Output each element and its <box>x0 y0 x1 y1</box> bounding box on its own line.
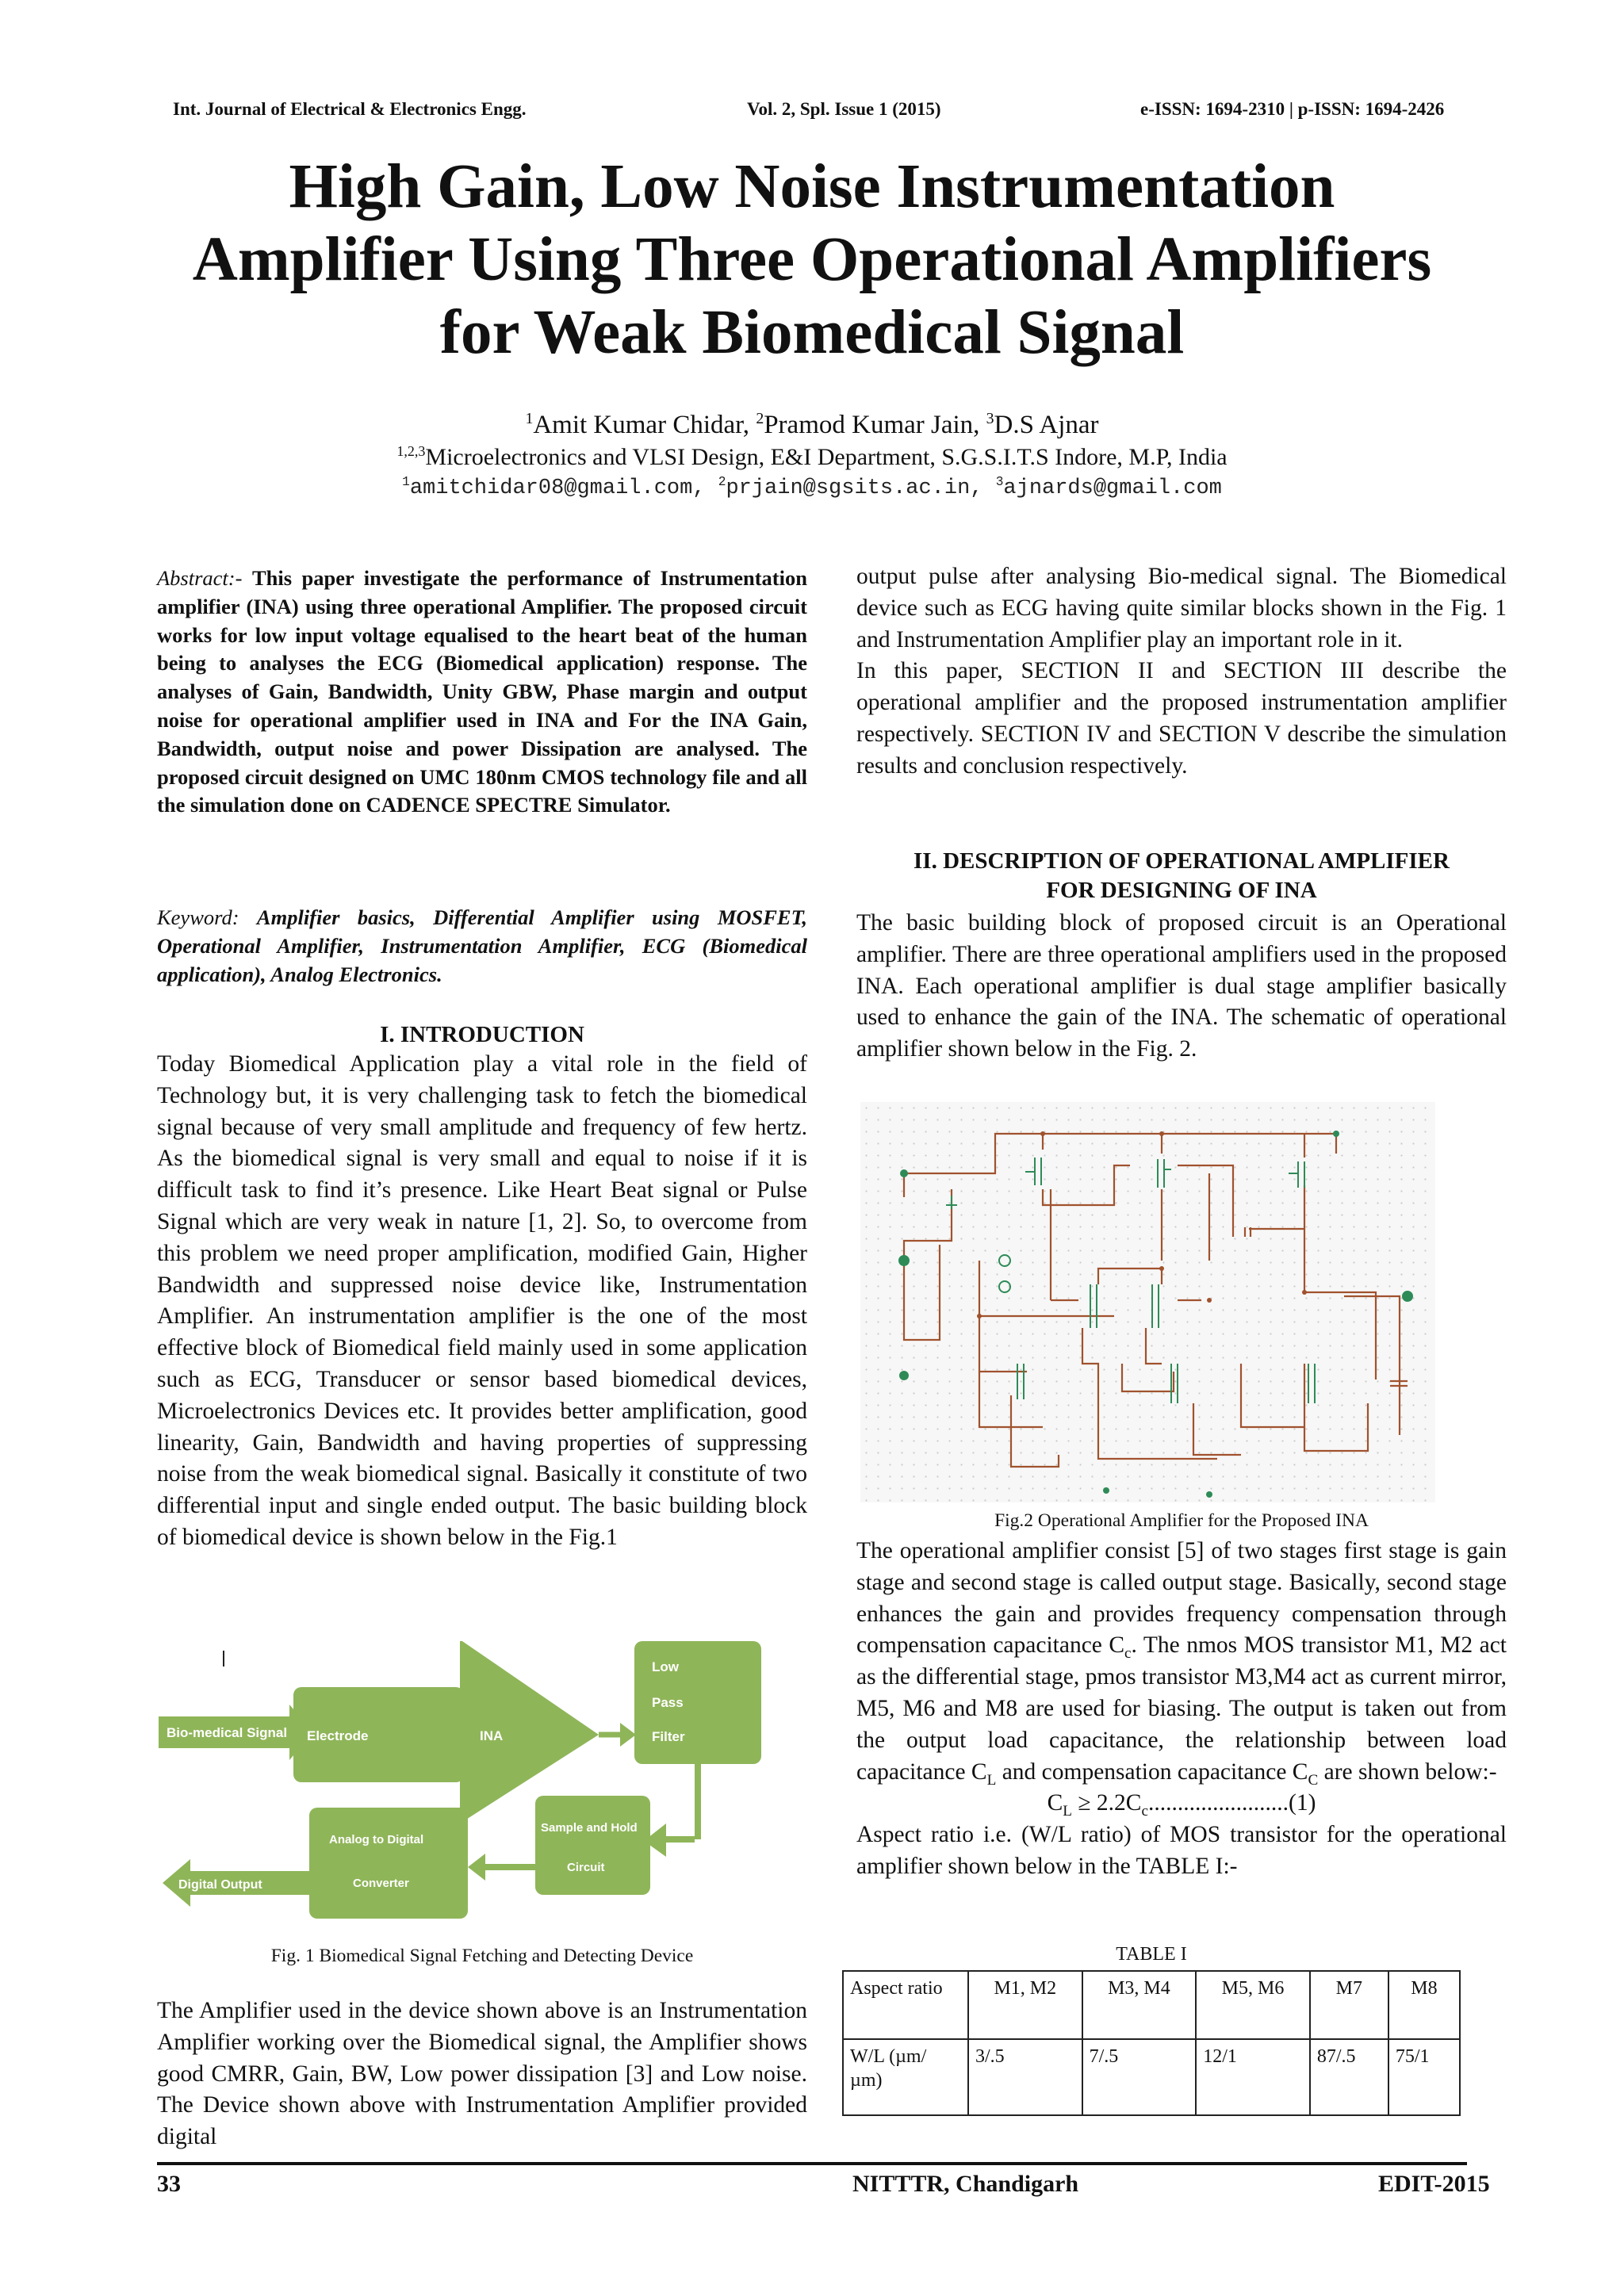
p4-part-c: and compensation capacitance C <box>996 1758 1308 1785</box>
author-2-sup: 2 <box>756 410 764 427</box>
equation-1 <box>856 1788 1507 1820</box>
section-2-heading-line-2: FOR DESIGNING OF INA <box>1046 878 1317 903</box>
section-2-heading <box>856 847 1507 905</box>
intro-paragraph-2 <box>157 1996 807 2153</box>
right-paragraph-1 <box>856 561 1507 783</box>
affiliation-sup: 1,2,3 <box>396 443 426 459</box>
page-number: 33 <box>157 2171 181 2197</box>
footer-rule <box>157 2162 1467 2165</box>
journal-name: Int. Journal of Electrical & Electronics Engg. <box>173 99 527 119</box>
title-line-3: for Weak Biomedical Signal <box>439 298 1185 367</box>
right-text-2: In this paper, SECTION II and SECTION III describe the operational amplifier and the proposed instrumentation amplifier respectively. SECTION IV and SECTION V describe the simulation results and conclusion respectively. <box>856 658 1507 779</box>
figure-1-caption: Fig. 1 Biomedical Signal Fetching and Detecting Device <box>270 1946 694 1966</box>
table-cell: 3/.5 <box>968 2039 1082 2115</box>
fig2-schematic-drawing <box>860 1102 1435 1502</box>
table-cell: 75/1 <box>1388 2039 1460 2115</box>
email-1[interactable]: amitchidar08@gmail.com, <box>409 476 718 500</box>
title-line-1: High Gain, Low Noise Instrumentation <box>289 152 1335 221</box>
figure-2-caption: Fig.2 Operational Amplifier for the Proposed INA <box>994 1510 1369 1531</box>
right-paragraph-4 <box>856 1536 1507 1883</box>
fig1-lpf-label-1: Low <box>652 1659 679 1674</box>
author-1: Amit Kumar Chidar, <box>533 411 756 439</box>
fig1-adc-label-1: Analog to Digital <box>329 1833 424 1846</box>
p4-sub-c: c <box>1124 1645 1132 1663</box>
figure-1 <box>159 1641 809 1942</box>
fig1-ina-label: INA <box>480 1728 504 1743</box>
intro-text-1: Today Biomedical Application play a vital role in the field of Technology but, it is very challenging task to fetch the biomedical signal because of very small amplitude and frequency of few hertz. As the biomedical signal is very small and equal to noise if it is difficult task to find it’s presence. Like Heart Beat signal or Pulse Signal which are very weak in nature [1, 2]. So, to overcome from this problem we need proper amplification, modified Gain, Higher Bandwidth and suppressed noise device like, Instrumentation Amplifier. An instrumentation amplifier is the one of the most effective block of Biomedical field mainly used in some application such as ECG, Transducer or sensor based biomedical devices, Microelectronics Devices etc. It provides better amplification, good linearity, Gain, Bandwidth and having properties of suppressing noise from the weak biomedical signal. Basically it constitute of two differential input and single ended output. The basic building block of biomedical device is shown below in the Fig.1 <box>157 1051 807 1550</box>
journal-issn: e-ISSN: 1694-2310 | p-ISSN: 1694-2426 <box>1140 99 1445 119</box>
fig1-diagram <box>159 1641 809 1942</box>
eq-c: C <box>1047 1790 1063 1816</box>
fig1-electrode-label: Electrode <box>307 1728 369 1743</box>
table-header-cell: Aspect ratio <box>843 1971 968 2039</box>
keyword-label: Keyword: <box>157 905 257 929</box>
intro-text-2: The Amplifier used in the device shown above is an Instrumentation Amplifier working over the Biomedical signal, the Amplifier shows good CMRR, Gain, BW, Low power dissipation [3] and Low noise. The Device shown above with Instrumentation Amplifier provided digital <box>157 1998 807 2150</box>
title-line-2: Amplifier Using Three Operational Amplifiers <box>192 225 1432 294</box>
abstract-label: Abstract:- <box>157 566 252 590</box>
table-header-cell: M3, M4 <box>1082 1971 1197 2039</box>
p4-sub-cc: C <box>1308 1771 1319 1789</box>
p4-part-a: The operational amplifier consist [5] of two stages first stage is gain stage and second stage is called output stage. Basically, second stage enhances the gain and provides frequency compensation through compensation capacitance C <box>856 1538 1507 1659</box>
table-cell: 87/.5 <box>1310 2039 1388 2115</box>
right-text-4 <box>856 1536 1507 1788</box>
table-1-caption: TABLE I <box>1116 1944 1187 1965</box>
affiliation-text: Microelectronics and VLSI Design, E&I Department, S.G.S.I.T.S Indore, M.P, India <box>425 444 1228 470</box>
abstract <box>157 564 807 820</box>
footer-edition: EDIT-2015 <box>1378 2171 1490 2197</box>
affiliation <box>119 442 1505 473</box>
table-header-cell: M8 <box>1388 1971 1460 2039</box>
p4-sub-l: L <box>986 1771 997 1789</box>
fig1-adc-label-2: Converter <box>353 1877 409 1890</box>
author-1-sup: 1 <box>525 410 534 427</box>
intro-paragraph-1 <box>157 1049 807 1554</box>
right-paragraph-3 <box>856 908 1507 1066</box>
author-3-sup: 3 <box>986 410 994 427</box>
paper-title <box>119 151 1505 369</box>
email-1-sup: 1 <box>402 475 410 489</box>
right-text-5: Aspect ratio i.e. (W/L ratio) of MOS transistor for the operational amplifier shown below in the TABLE I:- <box>856 1822 1507 1879</box>
right-text-1: output pulse after analysing Bio-medical signal. The Biomedical device such as ECG having quite similar blocks shown in the Fig. 1 and Instrumentation Amplifier play an important role in it. <box>856 564 1507 652</box>
eq-sub-l: L <box>1063 1803 1072 1820</box>
abstract-text: This paper investigate the performance of Instrumentation amplifier (INA) using three operational Amplifier. The proposed circuit works for low input voltage equalised to the heart beat of the human being to analyses the ECG (Biomedical application) response. The analyses of Gain, Bandwidth, Unity GBW, Phase margin and output noise for operational amplifier used in INA and For the INA Gain, Bandwidth, output noise and power Dissipation are analysed. The proposed circuit designed on UMC 180nm CMOS technology file and all the simulation done on CADENCE SPECTRE Simulator. <box>157 566 807 817</box>
table-header-row <box>843 1971 1460 2039</box>
fig1-sample-hold-box <box>535 1796 650 1895</box>
fig1-sample-hold-label-2: Circuit <box>567 1861 605 1874</box>
fig1-biosignal-label: Bio-medical Signal <box>167 1725 288 1740</box>
table-row <box>843 2039 1460 2115</box>
keywords <box>157 904 807 989</box>
table-header-cell: M5, M6 <box>1196 1971 1310 2039</box>
fig1-lpf-label-3: Filter <box>652 1729 685 1744</box>
p4-part-d: are shown below:- <box>1318 1758 1497 1785</box>
email-2[interactable]: prjain@sgsits.ac.in, <box>726 476 996 500</box>
fig1-lpf-label-2: Pass <box>652 1695 684 1710</box>
author-list <box>119 408 1505 442</box>
right-text-3: The basic building block of proposed circuit is an Operational amplifier. There are three operational amplifiers used in the proposed INA. Each operational amplifier is dual stage amplifier basically used to enhance the gain of the INA. The schematic of operational amplifier shown below in the Fig. 2. <box>856 910 1507 1062</box>
section-2-heading-line-1: II. DESCRIPTION OF OPERATIONAL AMPLIFIER <box>914 848 1450 874</box>
table-header-cell: M1, M2 <box>968 1971 1082 2039</box>
table-cell: 12/1 <box>1196 2039 1310 2115</box>
email-3-sup: 3 <box>995 475 1004 489</box>
fig1-adc-box <box>309 1808 468 1919</box>
eq-sub-c: c <box>1141 1803 1148 1820</box>
eq-number: ........................(1) <box>1148 1790 1316 1816</box>
table-header-cell: M7 <box>1310 1971 1388 2039</box>
intro-heading: I. INTRODUCTION <box>380 1022 584 1047</box>
table-cell: 7/.5 <box>1082 2039 1197 2115</box>
fig1-sample-hold-label-1: Sample and Hold <box>541 1821 638 1835</box>
keyword-text: Amplifier basics, Differential Amplifier using MOSFET, Operational Amplifier, Instrumentation Amplifier, ECG (Biomedical application), Analog Electronics. <box>157 905 807 986</box>
email-3[interactable]: ajnards@gmail.com <box>1003 476 1222 500</box>
footer-organization: NITTTR, Chandigarh <box>852 2171 1079 2197</box>
table-aspect-ratio <box>842 1970 1461 2116</box>
journal-volume: Vol. 2, Spl. Issue 1 (2015) <box>747 99 941 119</box>
table-row-label: W/L (µm/ µm) <box>843 2039 968 2115</box>
author-emails <box>119 474 1505 503</box>
fig1-digital-output-label: Digital Output <box>178 1878 262 1892</box>
author-2: Pramod Kumar Jain, <box>764 411 986 439</box>
p4-part-b: . The nmos MOS transistor M1, M2 act as the differential stage, pmos transistor M3,M4 act as current mirror, M5, M6 and M8 are used for biasing. The output is taken out from the output load capacitance, the relationship between load capacitance C <box>856 1632 1507 1785</box>
figure-2-schematic <box>860 1102 1435 1502</box>
eq-mid: ≥ 2.2C <box>1071 1790 1142 1816</box>
author-3: D.S Ajnar <box>994 411 1099 439</box>
email-2-sup: 2 <box>718 475 726 489</box>
